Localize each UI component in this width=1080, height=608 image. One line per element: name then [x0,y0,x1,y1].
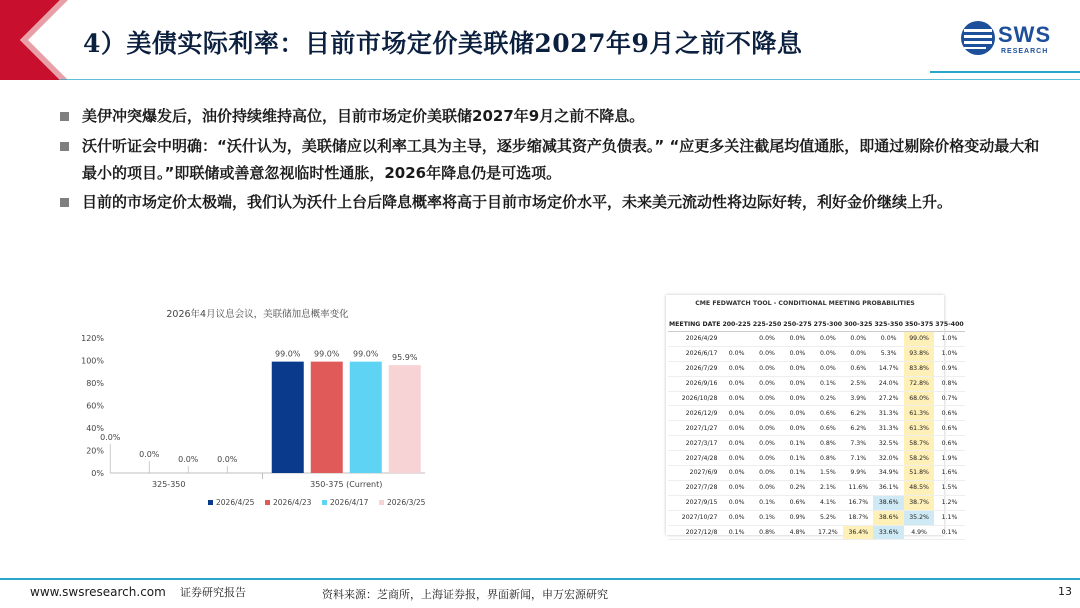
fedwatch-column-header: 350-375 [904,317,934,332]
bullet-square-icon [60,198,69,207]
fedwatch-row [668,495,965,510]
fedwatch-column-header: 325-350 [873,317,903,332]
legend-swatch [208,500,213,505]
legend-label: 2026/4/25 [216,498,255,507]
fedwatch-date-cell: 2026/10/28 [668,391,721,406]
fedwatch-prob-cell [721,332,751,347]
fedwatch-column-header: 300-325 [843,317,873,332]
bullet-1 [60,103,1040,130]
fedwatch-prob-cell: 0.0% [873,332,903,347]
fedwatch-prob-cell: 0.6% [782,495,812,510]
fedwatch-prob-cell: 38.6% [873,495,903,510]
fedwatch-prob-cell: 51.8% [904,466,934,481]
fedwatch-prob-cell: 0.6% [934,406,964,421]
category-label: 350-375 (Current) [310,480,383,489]
fedwatch-prob-cell: 0.0% [752,480,782,495]
fedwatch-prob-cell: 1.5% [934,480,964,495]
fedwatch-prob-cell: 68.0% [904,391,934,406]
fedwatch-date-cell: 2027/6/9 [668,466,721,481]
fedwatch-prob-cell: 0.8% [934,376,964,391]
fedwatch-prob-cell: 0.0% [782,361,812,376]
fedwatch-column-header: 225-250 [752,317,782,332]
fedwatch-date-cell: 2026/9/16 [668,376,721,391]
data-label: 99.0% [353,349,379,359]
bar [389,365,421,473]
fedwatch-prob-cell: 14.7% [873,361,903,376]
fedwatch-prob-cell: 24.0% [873,376,903,391]
fedwatch-prob-cell: 11.6% [843,480,873,495]
legend-label: 2026/4/17 [330,498,369,507]
footer-url[interactable]: www.swsresearch.com [30,585,166,599]
fedwatch-prob-cell: 4.9% [904,525,934,540]
fedwatch-prob-cell: 0.9% [934,361,964,376]
fedwatch-prob-cell: 17.2% [813,525,843,540]
fedwatch-row [668,525,965,540]
fedwatch-prob-cell: 0.0% [721,436,751,451]
fedwatch-prob-cell: 7.1% [843,451,873,466]
fedwatch-prob-cell: 1.6% [934,466,964,481]
footer-source: 资料来源：芝商所，上海证券报，界面新闻，申万宏源研究 [322,588,608,601]
fedwatch-prob-cell: 0.0% [752,436,782,451]
fedwatch-prob-cell: 4.8% [782,525,812,540]
bullet-text: 沃什听证会中明确：“沃什认为，美联储应以利率工具为主导，逐步缩减其资产负债表。” “应更多关注截尾均值通胀，即通过剔除价格变动最大和最小的项目。”即联储或善意忽视临时性通胀，2026年降息仍是可选项。 [82,137,1040,182]
fedwatch-prob-cell: 72.8% [904,376,934,391]
fedwatch-prob-cell: 0.0% [721,376,751,391]
fedwatch-prob-cell: 34.9% [873,466,903,481]
fedwatch-date-cell: 2027/7/28 [668,480,721,495]
legend-label: 2026/3/25 [387,498,426,507]
y-tick-label: 0% [91,469,104,478]
fedwatch-prob-cell: 6.2% [843,421,873,436]
fedwatch-prob-cell: 1.9% [934,451,964,466]
y-tick-label: 100% [81,356,104,366]
fedwatch-row [668,510,965,525]
bullet-square-icon [60,142,69,151]
data-label: 99.0% [275,349,301,359]
fedwatch-prob-cell: 0.8% [752,525,782,540]
fedwatch-row [668,480,965,495]
fedwatch-prob-cell: 0.0% [721,361,751,376]
fedwatch-prob-cell: 2.5% [843,376,873,391]
fedwatch-prob-cell: 16.7% [843,495,873,510]
fedwatch-table-panel [666,295,964,537]
fedwatch-prob-cell: 0.0% [782,391,812,406]
fedwatch-row [668,466,965,481]
fedwatch-prob-cell: 0.6% [934,436,964,451]
data-label: 95.9% [392,353,418,363]
y-tick-label: 40% [86,424,104,433]
fedwatch-date-cell: 2027/1/27 [668,421,721,436]
fedwatch-prob-cell: 31.3% [873,421,903,436]
data-label: 0.0% [217,455,238,464]
fedwatch-prob-cell: 0.0% [721,406,751,421]
legend-swatch [265,500,270,505]
fedwatch-prob-cell: 4.1% [813,495,843,510]
fedwatch-prob-cell: 2.1% [813,480,843,495]
fedwatch-prob-cell: 83.8% [904,361,934,376]
fedwatch-table [668,317,965,540]
fedwatch-row [668,421,965,436]
fedwatch-date-cell: 2027/3/17 [668,436,721,451]
fedwatch-prob-cell: 0.0% [752,451,782,466]
fedwatch-prob-cell: 0.0% [813,346,843,361]
fedwatch-prob-cell: 0.0% [721,421,751,436]
fedwatch-column-header: 200-225 [721,317,751,332]
fedwatch-row [668,436,965,451]
fedwatch-prob-cell: 0.0% [843,346,873,361]
data-label: 0.0% [100,433,121,442]
legend-swatch [379,500,384,505]
fedwatch-prob-cell: 0.1% [934,525,964,540]
data-label: 0.0% [139,450,160,459]
y-tick-label: 20% [86,446,104,456]
fedwatch-prob-cell: 31.3% [873,406,903,421]
fedwatch-prob-cell: 0.6% [843,361,873,376]
fedwatch-prob-cell: 0.2% [813,391,843,406]
fedwatch-prob-cell: 0.6% [934,421,964,436]
fedwatch-prob-cell: 38.6% [873,510,903,525]
fedwatch-prob-cell: 6.2% [843,406,873,421]
fedwatch-prob-cell: 0.0% [721,346,751,361]
fedwatch-column-header: MEETING DATE [668,317,721,332]
fedwatch-prob-cell: 0.7% [934,391,964,406]
fedwatch-row [668,332,965,347]
chart-title: 2026年4月议息会议，美联储加息概率变化 [166,309,349,320]
fedwatch-prob-cell: 0.0% [752,421,782,436]
fedwatch-prob-cell: 1.0% [934,346,964,361]
page-number: 13 [1058,585,1072,598]
fedwatch-date-cell: 2027/10/27 [668,510,721,525]
fedwatch-date-cell: 2026/6/17 [668,346,721,361]
fedwatch-prob-cell: 0.0% [782,421,812,436]
fedwatch-prob-cell: 0.1% [752,495,782,510]
fedwatch-prob-cell: 0.0% [752,466,782,481]
fedwatch-prob-cell: 0.1% [813,376,843,391]
fedwatch-row [668,376,965,391]
fedwatch-prob-cell: 7.3% [843,436,873,451]
fedwatch-prob-cell: 32.0% [873,451,903,466]
fedwatch-header-row [668,317,965,332]
fedwatch-prob-cell: 0.1% [782,466,812,481]
fedwatch-prob-cell: 0.6% [813,406,843,421]
fedwatch-prob-cell: 0.0% [813,332,843,347]
fedwatch-prob-cell: 0.0% [782,332,812,347]
fedwatch-prob-cell: 33.6% [873,525,903,540]
fedwatch-prob-cell: 27.2% [873,391,903,406]
fedwatch-prob-cell: 0.0% [752,376,782,391]
legend-swatch [322,500,327,505]
footer-report-label: 证券研究报告 [180,586,246,599]
fedwatch-prob-cell: 0.0% [813,361,843,376]
fedwatch-prob-cell: 0.0% [721,480,751,495]
logo-subtext: RESEARCH [1001,48,1049,55]
fedwatch-date-cell: 2027/4/28 [668,451,721,466]
fedwatch-prob-cell: 36.1% [873,480,903,495]
fedwatch-column-header: 275-300 [813,317,843,332]
data-label: 99.0% [314,349,340,359]
fedwatch-date-cell: 2027/9/15 [668,495,721,510]
fedwatch-prob-cell: 32.5% [873,436,903,451]
slide-title: 4）美债实际利率：目前市场定价美联储2027年9月之前不降息 [83,29,803,58]
fedwatch-column-header: 250-275 [782,317,812,332]
fedwatch-prob-cell: 5.3% [873,346,903,361]
fedwatch-date-cell: 2026/7/29 [668,361,721,376]
logo-text: SWS [998,22,1052,47]
bullet-text: 美伊冲突爆发后，油价持续维持高位，目前市场定价美联储2027年9月之前不降息。 [82,107,645,125]
data-label: 0.0% [178,455,199,464]
fedwatch-prob-cell: 0.1% [752,510,782,525]
fedwatch-prob-cell: 0.6% [813,421,843,436]
fedwatch-prob-cell: 61.3% [904,406,934,421]
fedwatch-prob-cell: 0.0% [752,346,782,361]
y-tick-label: 80% [86,379,104,388]
fedwatch-prob-cell: 1.1% [934,510,964,525]
bar [272,362,304,473]
fedwatch-prob-cell: 36.4% [843,525,873,540]
legend-label: 2026/4/23 [273,498,312,507]
fedwatch-prob-cell: 0.0% [752,391,782,406]
fedwatch-prob-cell: 0.2% [782,480,812,495]
fedwatch-prob-cell: 0.0% [752,406,782,421]
fedwatch-prob-cell: 0.1% [782,451,812,466]
fedwatch-title: CME FEDWATCH TOOL - CONDITIONAL MEETING PROBABILITIES [695,300,915,307]
fedwatch-row [668,361,965,376]
fedwatch-prob-cell: 0.0% [721,495,751,510]
rate-hike-probability-chart [70,300,430,520]
fedwatch-prob-cell: 9.9% [843,466,873,481]
fedwatch-prob-cell: 3.9% [843,391,873,406]
fedwatch-prob-cell: 0.9% [782,510,812,525]
footer-divider [0,578,1080,580]
fedwatch-prob-cell: 61.3% [904,421,934,436]
fedwatch-prob-cell: 99.0% [904,332,934,347]
fedwatch-prob-cell: 1.0% [934,332,964,347]
fedwatch-prob-cell: 58.7% [904,436,934,451]
fedwatch-prob-cell: 0.0% [782,376,812,391]
fedwatch-prob-cell: 0.0% [721,391,751,406]
fedwatch-row [668,451,965,466]
bullet-3 [60,189,1040,216]
fedwatch-prob-cell: 5.2% [813,510,843,525]
fedwatch-prob-cell: 93.8% [904,346,934,361]
bar [311,362,343,473]
fedwatch-prob-cell: 58.2% [904,451,934,466]
fedwatch-row [668,406,965,421]
fedwatch-prob-cell: 0.0% [721,451,751,466]
fedwatch-date-cell: 2026/4/29 [668,332,721,347]
fedwatch-prob-cell: 0.0% [721,510,751,525]
fedwatch-prob-cell: 0.8% [813,436,843,451]
fedwatch-prob-cell: 0.1% [782,436,812,451]
fedwatch-prob-cell: 35.2% [904,510,934,525]
bullet-2 [60,133,1040,187]
fedwatch-prob-cell: 0.0% [782,346,812,361]
bullet-square-icon [60,112,69,121]
fedwatch-prob-cell: 1.2% [934,495,964,510]
category-label: 325-350 [152,480,186,489]
fedwatch-prob-cell: 0.0% [721,466,751,481]
bar [350,362,382,473]
bullet-text: 目前的市场定价太极端，我们认为沃什上台后降息概率将高于目前市场定价水平，未来美元流动性将边际好转，利好金价继续上升。 [82,193,953,211]
fedwatch-prob-cell: 0.0% [782,406,812,421]
fedwatch-row [668,346,965,361]
fedwatch-date-cell: 2026/12/9 [668,406,721,421]
y-tick-label: 60% [86,401,104,411]
sws-logo [960,18,1060,62]
fedwatch-prob-cell: 0.8% [813,451,843,466]
fedwatch-prob-cell: 0.0% [843,332,873,347]
fedwatch-prob-cell: 1.5% [813,466,843,481]
fedwatch-column-header: 375-400 [934,317,964,332]
sws-logo-icon [960,18,996,58]
y-tick-label: 120% [81,334,104,343]
fedwatch-prob-cell: 0.0% [752,332,782,347]
fedwatch-date-cell: 2027/12/8 [668,525,721,540]
fedwatch-prob-cell: 18.7% [843,510,873,525]
fedwatch-prob-cell: 48.5% [904,480,934,495]
fedwatch-prob-cell: 0.1% [721,525,751,540]
fedwatch-row [668,391,965,406]
fedwatch-prob-cell: 0.0% [752,361,782,376]
fedwatch-prob-cell: 38.7% [904,495,934,510]
